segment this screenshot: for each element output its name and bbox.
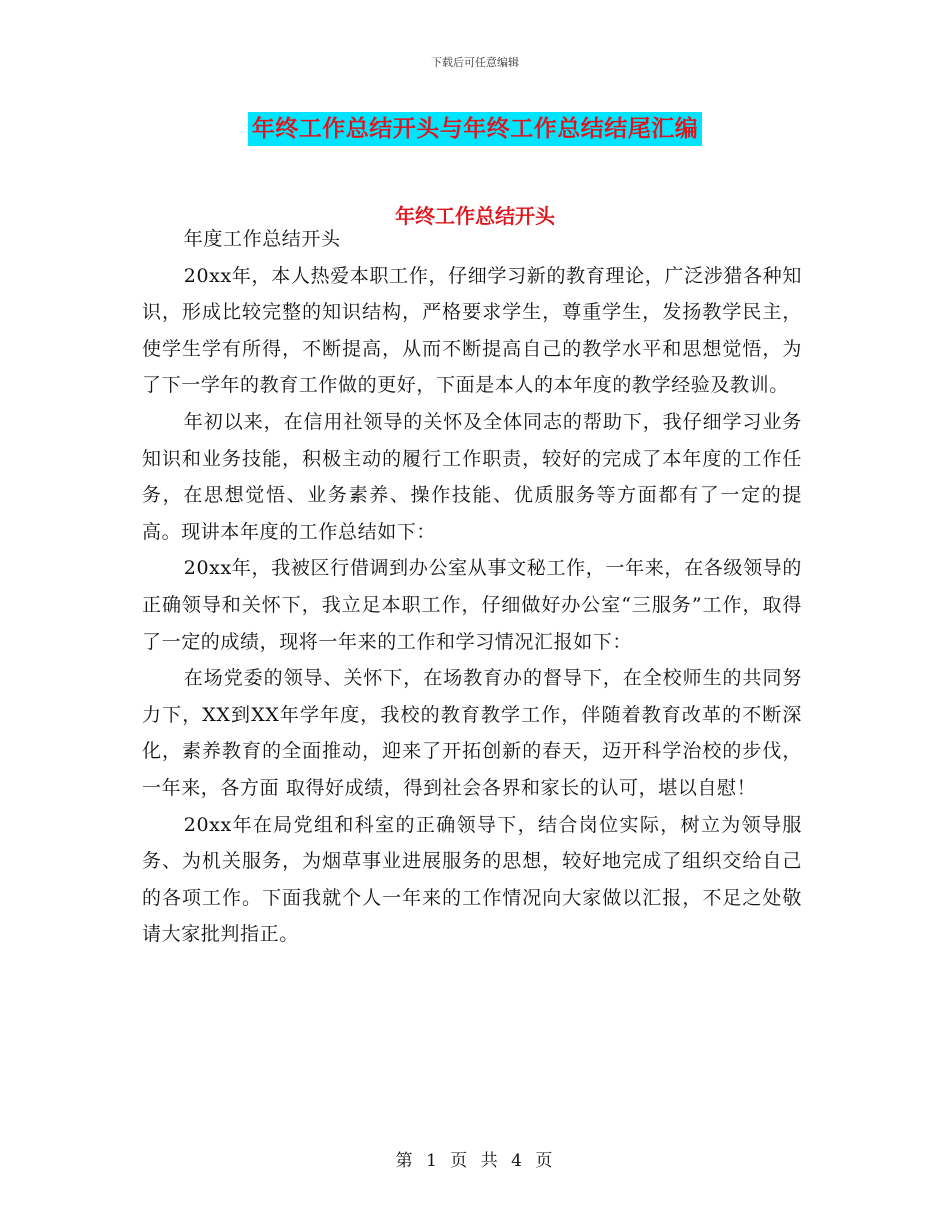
header-note: 下载后可任意编辑 bbox=[431, 56, 519, 69]
document-title: 年终工作总结开头与年终工作总结结尾汇编 bbox=[248, 112, 703, 146]
document-title-container bbox=[0, 112, 950, 146]
paragraph: 20xx年在局党组和科室的正确领导下，结合岗位实际，树立为领导服务、为机关服务，为烟草事业进展服务的思想，较好地完成了组织交给自己的各项工作。下面我就个人一年来的工作情况向大家做以汇报，不足之处敬请大家批判指正。 bbox=[142, 813, 802, 946]
section-heading: 年终工作总结开头 bbox=[395, 204, 555, 228]
paragraph: 20xx年，我被区行借调到办公室从事文秘工作，一年来，在各级领导的正确领导和关怀下，我立足本职工作，仔细做好办公室“三服务”工作，取得了一定的成绩，现将一年来的工作和学习情况汇报如下： bbox=[142, 557, 802, 653]
paragraph: 年初以来，在信用社领导的关怀及全体同志的帮助下，我仔细学习业务知识和业务技能，积极主动的履行工作职责，较好的完成了本年度的工作任务，在思想觉悟、业务素养、操作技能、优质服务等方面都有了一定的提高。现讲本年度的工作总结如下： bbox=[142, 410, 802, 543]
page-footer: 第 1 页 共 4 页 bbox=[395, 1151, 555, 1171]
paragraph: 在场党委的领导、关怀下，在场教育办的督导下，在全校师生的共同努力下，XX到XX年学年度，我校的教育教学工作，伴随着教育改革的不断深化，素养教育的全面推动，迎来了开拓创新的春天，迈开科学治校的步伐，一年来，各方面 取得好成绩，得到社会各界和家长的认可，堪以自慰！ bbox=[142, 667, 802, 799]
document-body bbox=[142, 221, 802, 953]
paragraph: 20xx年，本人热爱本职工作，仔细学习新的教育理论，广泛涉猎各种知识，形成比较完整的知识结构，严格要求学生，尊重学生，发扬教学民主，使学生学有所得，不断提高，从而不断提高自己的教学水平和思想觉悟，为了下一学年的教育工作做的更好，下面是本人的本年度的教学经验及教训。 bbox=[142, 264, 802, 397]
paragraph-subtitle: 年度工作总结开头 bbox=[183, 228, 341, 250]
